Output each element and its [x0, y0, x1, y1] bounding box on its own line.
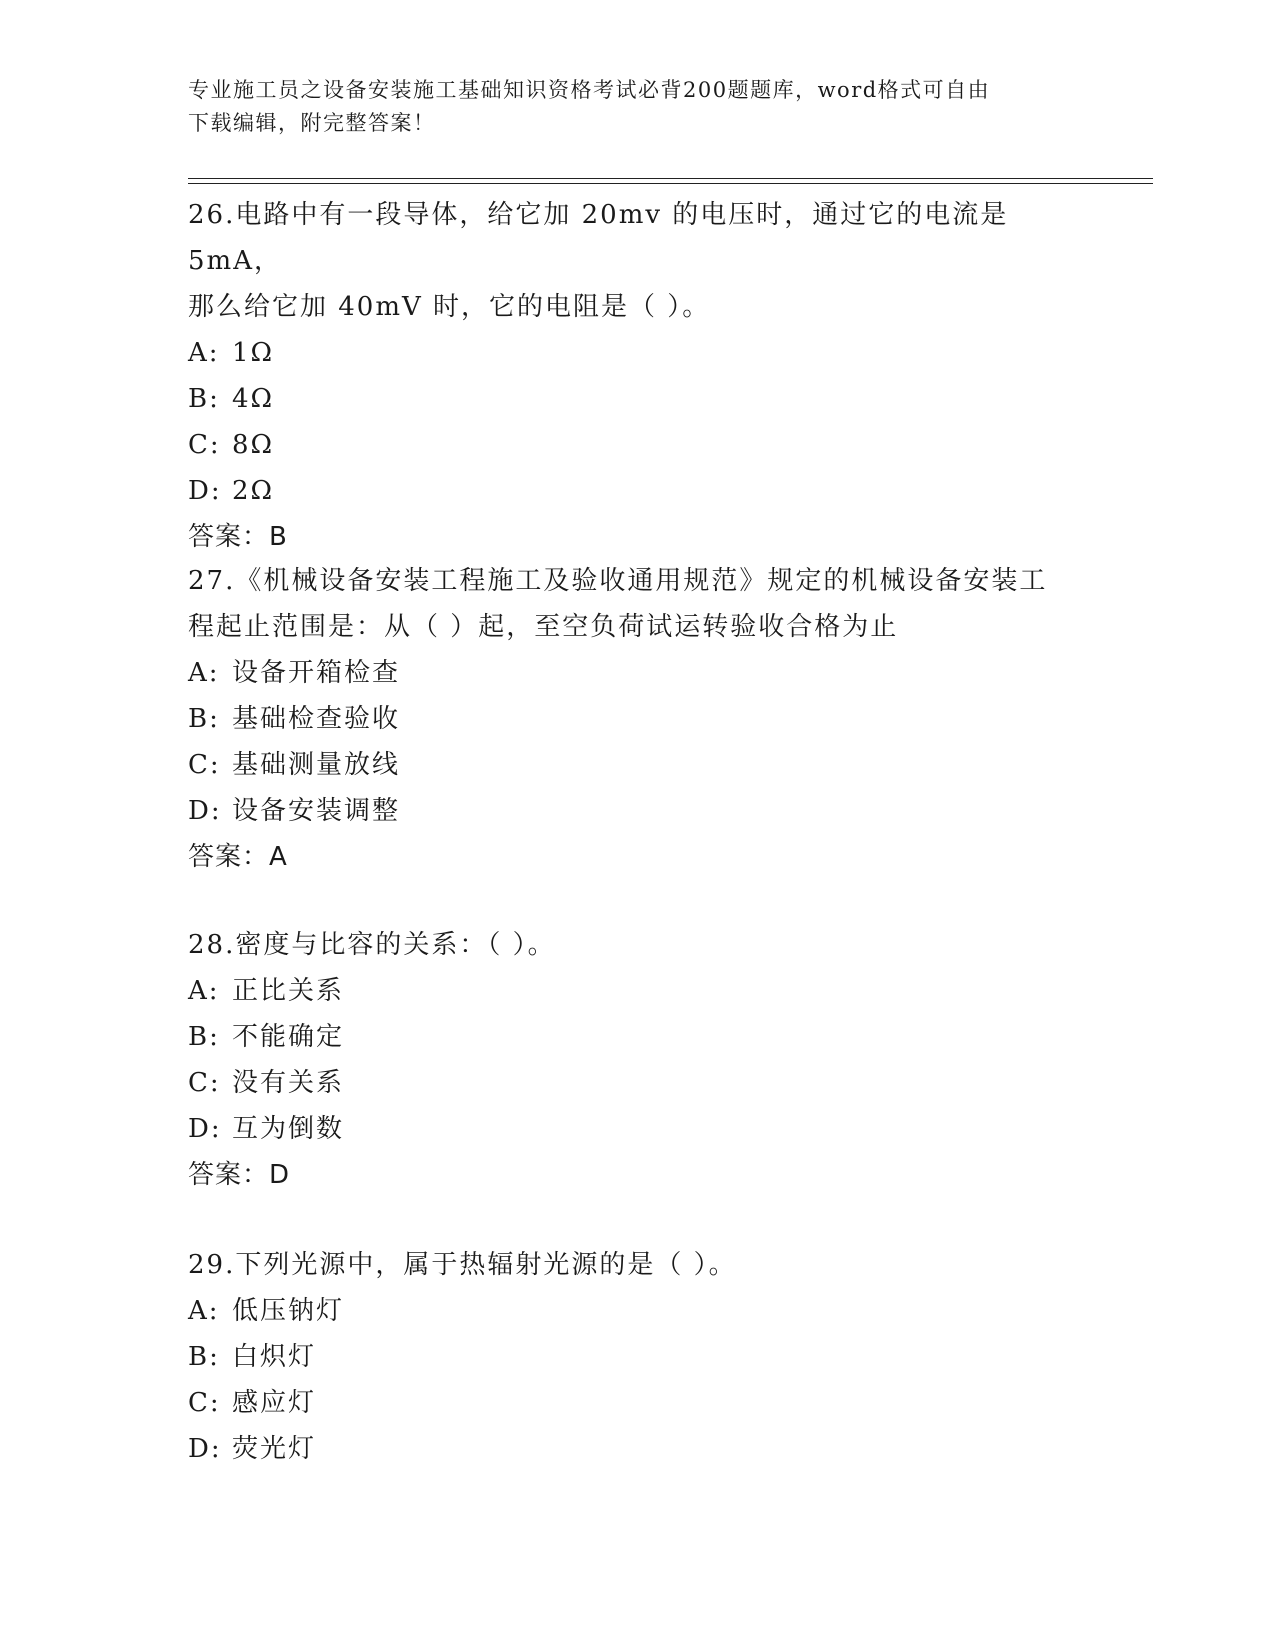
option-key: B:	[188, 1342, 220, 1372]
answer-label: 答案：D	[188, 1160, 291, 1190]
option-text: 没有关系	[232, 1068, 345, 1098]
option-key: A:	[188, 338, 220, 368]
question-block	[188, 1242, 1088, 1472]
option-key: B:	[188, 384, 220, 414]
option-d	[188, 788, 1088, 834]
option-b	[188, 376, 1088, 422]
option-key: D:	[188, 1434, 222, 1464]
option-key: D:	[188, 476, 222, 506]
question-block	[188, 922, 1088, 1198]
option-c	[188, 1060, 1088, 1106]
option-text: 基础检查验收	[232, 704, 401, 734]
option-d	[188, 468, 1088, 514]
header-divider-bottom	[188, 183, 1153, 184]
question-stem-line: 那么给它加 40mV 时，它的电阻是（ ）。	[188, 292, 711, 322]
question-stem-line: 29.下列光源中，属于热辐射光源的是（ ）。	[188, 1250, 737, 1280]
option-text: 白炽灯	[232, 1342, 317, 1372]
option-key: C:	[188, 1388, 221, 1418]
option-c	[188, 1380, 1088, 1426]
option-text: 4Ω	[232, 384, 275, 414]
option-text: 不能确定	[232, 1022, 345, 1052]
option-d	[188, 1106, 1088, 1152]
option-text: 2Ω	[232, 476, 275, 506]
option-text: 1Ω	[232, 338, 275, 368]
option-key: A:	[188, 658, 220, 688]
option-text: 正比关系	[232, 976, 345, 1006]
option-text: 设备安装调整	[232, 796, 401, 826]
answer-label: 答案：A	[188, 842, 288, 872]
option-key: A:	[188, 976, 220, 1006]
option-text: 互为倒数	[232, 1114, 345, 1144]
question-stem-line: 27.《机械设备安装工程施工及验收通用规范》规定的机械设备安装工	[188, 566, 1048, 596]
question-block	[188, 558, 1088, 880]
option-key: C:	[188, 1068, 221, 1098]
option-text: 8Ω	[232, 430, 275, 460]
option-a	[188, 1288, 1088, 1334]
option-a	[188, 330, 1088, 376]
option-key: D:	[188, 796, 222, 826]
option-key: B:	[188, 1022, 220, 1052]
header-line-2: 下载编辑，附完整答案！	[188, 111, 436, 135]
option-key: C:	[188, 750, 221, 780]
header-line-1: 专业施工员之设备安装施工基础知识资格考试必背200题题库，word格式可自由	[188, 78, 991, 102]
option-c	[188, 422, 1088, 468]
question-stem-line: 26.电路中有一段导体，给它加 20mv 的电压时，通过它的电流是 5mA，	[188, 200, 1009, 276]
option-c	[188, 742, 1088, 788]
option-a	[188, 968, 1088, 1014]
option-d	[188, 1426, 1088, 1472]
option-b	[188, 696, 1088, 742]
option-text: 感应灯	[232, 1388, 317, 1418]
option-b	[188, 1334, 1088, 1380]
answer-label: 答案：B	[188, 522, 288, 552]
option-text: 荧光灯	[232, 1434, 317, 1464]
question-block	[188, 192, 1088, 560]
option-b	[188, 1014, 1088, 1060]
option-text: 设备开箱检查	[232, 658, 401, 688]
option-key: A:	[188, 1296, 220, 1326]
option-key: C:	[188, 430, 221, 460]
question-stem-line: 程起止范围是：从（ ）起，至空负荷试运转验收合格为止	[188, 612, 899, 642]
option-key: B:	[188, 704, 220, 734]
option-key: D:	[188, 1114, 222, 1144]
option-text: 低压钠灯	[232, 1296, 345, 1326]
option-text: 基础测量放线	[232, 750, 401, 780]
question-stem-line: 28.密度与比容的关系：（ ）。	[188, 930, 556, 960]
document-header	[188, 74, 1068, 140]
option-a	[188, 650, 1088, 696]
header-divider-top	[188, 178, 1153, 179]
